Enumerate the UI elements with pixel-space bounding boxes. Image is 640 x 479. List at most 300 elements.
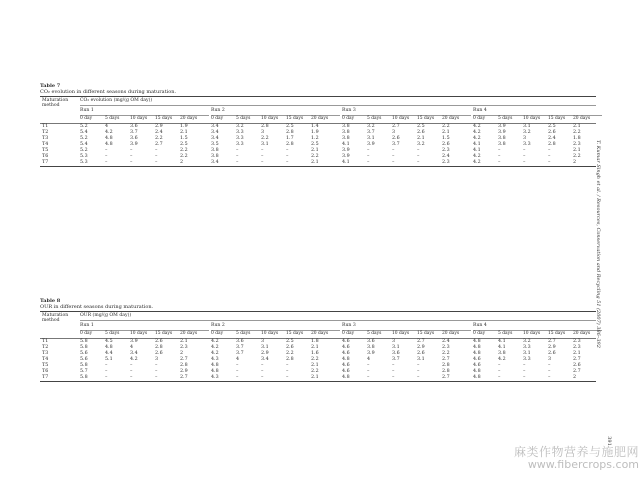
- table-cell: –: [155, 160, 158, 165]
- table-cell: 5.8: [80, 375, 88, 380]
- table-cell: 3.9: [498, 130, 506, 135]
- table-cell: 4.6: [473, 363, 481, 368]
- table-cell: –: [392, 363, 395, 368]
- table-cell: 2.9: [180, 369, 188, 374]
- table-cell: 5.3: [80, 154, 88, 159]
- table-cell: 3.1: [261, 142, 269, 147]
- table-cell: –: [498, 148, 501, 153]
- table-cell: 2.9: [261, 351, 269, 356]
- value-header: CO₂ evolution (mg/(g OM day)): [80, 98, 153, 103]
- table-cell: 2.4: [548, 136, 556, 141]
- table-cell: –: [548, 160, 551, 165]
- day-header: 0 day: [342, 331, 355, 336]
- table-cell: 3.3: [236, 136, 244, 141]
- table-cell: 2.1: [573, 124, 581, 129]
- table-cell: –: [286, 148, 289, 153]
- row-label: T6: [42, 369, 49, 374]
- table-cell: 3.2: [236, 124, 244, 129]
- day-header: 20 days: [311, 331, 329, 336]
- table-cell: 3.8: [498, 351, 506, 356]
- table-cell: 4.1: [498, 345, 506, 350]
- day-header: 0 day: [80, 331, 93, 336]
- table-cell: –: [417, 369, 420, 374]
- day-header: 20 days: [442, 331, 460, 336]
- table-cell: 2.2: [261, 136, 269, 141]
- table-cell: 1.9: [311, 130, 319, 135]
- table-cell: 2.1: [180, 130, 188, 135]
- table-cell: 3.8: [342, 124, 350, 129]
- table-cell: 2.1: [180, 339, 188, 344]
- day-header: 5 days: [236, 331, 251, 336]
- table-cell: 4.2: [473, 124, 481, 129]
- table-cell: 3.8: [211, 148, 219, 153]
- table-cell: –: [261, 375, 264, 380]
- table-cell: –: [523, 154, 526, 159]
- table-cell: 2.6: [417, 130, 425, 135]
- day-header: 15 days: [548, 116, 566, 121]
- table-cell: 3.7: [236, 351, 244, 356]
- table-cell: 4.8: [105, 136, 113, 141]
- table-cell: 2.3: [442, 148, 450, 153]
- table-cell: 4.8: [473, 345, 481, 350]
- table-cell: 4.8: [211, 363, 219, 368]
- table-cell: 2.8: [155, 345, 163, 350]
- run-header: Run 4: [473, 322, 602, 331]
- table-cell: –: [105, 160, 108, 165]
- table-cell: 4: [105, 124, 109, 129]
- table-cell: 2.2: [311, 369, 319, 374]
- row-label: T3: [42, 351, 49, 356]
- table-cell: 3.8: [498, 136, 506, 141]
- table-cell: 4.2: [130, 357, 138, 362]
- row-label: T4: [42, 357, 49, 362]
- table-cell: 2.9: [155, 124, 163, 129]
- table-cell: –: [105, 363, 108, 368]
- table-cell: 2.5: [286, 339, 294, 344]
- table-cell: 3: [392, 339, 396, 344]
- day-header: 15 days: [548, 331, 566, 336]
- table-cell: –: [236, 363, 239, 368]
- table-cell: 4.6: [342, 369, 350, 374]
- table-cell: –: [417, 160, 420, 165]
- table-cell: 5.2: [80, 124, 88, 129]
- row-label: T7: [42, 160, 49, 165]
- table-cell: 5.6: [80, 351, 88, 356]
- table-cell: 4.1: [473, 148, 481, 153]
- table-cell: 2.7: [180, 375, 188, 380]
- table-body: [40, 124, 596, 166]
- table-cell: 3.3: [236, 130, 244, 135]
- table-cell: –: [286, 375, 289, 380]
- day-header: 10 days: [392, 331, 410, 336]
- table-cell: 2.7: [573, 357, 581, 362]
- table-cell: 2.8: [286, 142, 294, 147]
- table-cell: 2.4: [442, 154, 450, 159]
- table-cell: –: [130, 148, 133, 153]
- table-cell: 2.4: [155, 130, 163, 135]
- day-header: 5 days: [498, 331, 513, 336]
- table-cell: 2.5: [311, 142, 319, 147]
- table-cell: –: [236, 369, 239, 374]
- table-cell: 4.5: [105, 339, 113, 344]
- day-header: 5 days: [367, 331, 382, 336]
- day-header: 10 days: [261, 116, 279, 121]
- table-cell: 4.2: [473, 136, 481, 141]
- day-header: 15 days: [286, 116, 304, 121]
- table-cell: 4.2: [211, 339, 219, 344]
- table-cell: 2.8: [286, 130, 294, 135]
- table-cell: 2.3: [442, 345, 450, 350]
- table-cell: 3.9: [342, 148, 350, 153]
- day-header: 10 days: [130, 116, 148, 121]
- table-cell: 3.9: [367, 351, 375, 356]
- table-cell: 2.1: [417, 136, 425, 141]
- day-header: 5 days: [105, 116, 120, 121]
- table-cell: –: [523, 369, 526, 374]
- table-cell: 3.7: [130, 130, 138, 135]
- table-cell: –: [498, 375, 501, 380]
- table-cell: 4.8: [473, 375, 481, 380]
- table-cell: 2.6: [155, 351, 163, 356]
- table-cell: 2.7: [155, 142, 163, 147]
- table-cell: 2.2: [442, 124, 450, 129]
- row-label: T5: [42, 148, 49, 153]
- table-cell: 4.6: [342, 351, 350, 356]
- watermark-title: 麻类作物营养与施肥网: [514, 445, 640, 459]
- method-header: Maturation method: [42, 313, 69, 324]
- running-head-text: T. Kumar Singh et al. / Resources, Conservation and Recycling 51 (2007) 386–392: [595, 140, 601, 348]
- table-cell: –: [548, 363, 551, 368]
- day-header: 0 day: [211, 116, 224, 121]
- row-label: T5: [42, 363, 49, 368]
- table-cell: 3.2: [417, 142, 425, 147]
- day-header: 0 day: [211, 331, 224, 336]
- table-cell: 3.7: [367, 130, 375, 135]
- row-label: T4: [42, 142, 49, 147]
- table-cell: –: [523, 375, 526, 380]
- table-cell: 4: [130, 345, 134, 350]
- table-cell: –: [155, 154, 158, 159]
- table-cell: 4.8: [342, 357, 350, 362]
- table-cell: –: [548, 375, 551, 380]
- day-header: 5 days: [367, 116, 382, 121]
- table-cell: 4: [367, 357, 371, 362]
- table-cell: 2.3: [573, 339, 581, 344]
- table-cell: 3: [155, 357, 159, 362]
- value-header: OUR (mg/(g OM day)): [80, 313, 132, 318]
- table-cell: –: [498, 369, 501, 374]
- day-header: 0 day: [80, 116, 93, 121]
- table-cell: 2.6: [573, 363, 581, 368]
- day-header: 15 days: [417, 116, 435, 121]
- day-header: 0 day: [473, 331, 486, 336]
- table-cell: –: [367, 375, 370, 380]
- row-label: T2: [42, 345, 49, 350]
- table-cell: 2.8: [286, 357, 294, 362]
- table-cell: 3.1: [367, 136, 375, 141]
- table-cell: 3.9: [130, 339, 138, 344]
- table-cell: 3.3: [523, 345, 531, 350]
- table-cell: 3.2: [523, 339, 531, 344]
- table-cell: 5.8: [80, 339, 88, 344]
- table-cell: 4.8: [342, 375, 350, 380]
- run-header: Run 1: [80, 322, 209, 331]
- row-label: T6: [42, 154, 49, 159]
- table-cell: –: [105, 369, 108, 374]
- day-header: 20 days: [180, 116, 198, 121]
- day-header: 15 days: [417, 331, 435, 336]
- table-caption: OUR in different seasons during maturation.: [40, 304, 154, 310]
- table-cell: 4.1: [342, 160, 350, 165]
- table-cell: 3.4: [211, 130, 219, 135]
- table-row: [40, 160, 596, 166]
- table-cell: 2.1: [442, 130, 450, 135]
- table-cell: 2.6: [442, 142, 450, 147]
- table-cell: –: [286, 160, 289, 165]
- table-cell: 3.7: [392, 357, 400, 362]
- table-cell: 2.3: [442, 160, 450, 165]
- table-cell: 2.4: [442, 339, 450, 344]
- table-cell: –: [392, 154, 395, 159]
- table-cell: 3.6: [130, 124, 138, 129]
- table-cell: 2.6: [417, 351, 425, 356]
- watermark-url: www.fibercrops.com: [527, 458, 640, 471]
- table-cell: 5.7: [80, 369, 88, 374]
- table-cell: 2.8: [548, 142, 556, 147]
- run-header: Run 3: [342, 107, 471, 116]
- table-cell: 3.6: [130, 136, 138, 141]
- table-cell: –: [498, 154, 501, 159]
- table-cell: 3.1: [261, 345, 269, 350]
- table-cell: –: [286, 363, 289, 368]
- table-cell: –: [236, 375, 239, 380]
- table-cell: –: [392, 375, 395, 380]
- table-cell: 2.7: [442, 375, 450, 380]
- table-cell: 3.4: [211, 136, 219, 141]
- table-cell: 5.8: [80, 345, 88, 350]
- table-cell: 4.3: [211, 357, 219, 362]
- table-cell: 3.1: [523, 351, 531, 356]
- table-cell: 2.2: [311, 154, 319, 159]
- run-header: Run 4: [473, 107, 602, 116]
- table-cell: –: [523, 363, 526, 368]
- table-cell: 1.2: [311, 136, 319, 141]
- table-cell: 3.8: [367, 345, 375, 350]
- table-cell: 2.5: [180, 142, 188, 147]
- day-header: 15 days: [155, 331, 173, 336]
- table-cell: –: [417, 148, 420, 153]
- table-cell: 3.6: [236, 339, 244, 344]
- table-cell: 3.8: [342, 130, 350, 135]
- table-cell: 3.7: [392, 142, 400, 147]
- table-cell: –: [417, 363, 420, 368]
- table-cell: 4.2: [211, 345, 219, 350]
- table-cell: 2.1: [311, 375, 319, 380]
- table-header: [40, 96, 596, 124]
- table-cell: 5.6: [80, 357, 88, 362]
- table-cell: 5.4: [80, 130, 88, 135]
- day-header: 10 days: [392, 116, 410, 121]
- table-cell: –: [392, 369, 395, 374]
- table-cell: 1.7: [286, 136, 294, 141]
- table-cell: 4.8: [105, 345, 113, 350]
- day-header: 20 days: [573, 331, 591, 336]
- table-cell: 2.1: [311, 148, 319, 153]
- table-cell: 1.6: [311, 351, 319, 356]
- table-cell: 3.8: [342, 136, 350, 141]
- table-cell: 5.4: [80, 142, 88, 147]
- table-cell: –: [392, 148, 395, 153]
- table-cell: 2.5: [417, 124, 425, 129]
- table-cell: 1.4: [311, 124, 319, 129]
- day-header: 10 days: [130, 331, 148, 336]
- table-cell: 3.9: [367, 142, 375, 147]
- day-header: 0 day: [342, 116, 355, 121]
- table-cell: 2.8: [442, 369, 450, 374]
- row-label: T7: [42, 375, 49, 380]
- table-cell: 4.2: [498, 357, 506, 362]
- table-cell: 4.6: [342, 339, 350, 344]
- table-cell: –: [261, 160, 264, 165]
- table-cell: 3: [261, 339, 265, 344]
- table-cell: –: [523, 148, 526, 153]
- table-cell: 3.2: [367, 124, 375, 129]
- table-body: [40, 339, 596, 381]
- table-cell: 3: [548, 357, 552, 362]
- row-label: T3: [42, 136, 49, 141]
- table-cell: 2.1: [311, 160, 319, 165]
- table-cell: 5.2: [80, 148, 88, 153]
- day-header: 20 days: [573, 116, 591, 121]
- table-label: Table 7: [40, 83, 61, 89]
- table-cell: –: [392, 160, 395, 165]
- day-header: 10 days: [261, 331, 279, 336]
- table-cell: 2.2: [180, 154, 188, 159]
- table-cell: 2.5: [286, 124, 294, 129]
- table-cell: –: [130, 369, 133, 374]
- table-cell: –: [261, 154, 264, 159]
- table-cell: 2: [573, 375, 577, 380]
- table-cell: 2.2: [311, 357, 319, 362]
- table-cell: 2.6: [155, 339, 163, 344]
- table-cell: –: [548, 148, 551, 153]
- table-cell: 2.7: [548, 339, 556, 344]
- table-cell: 4.1: [498, 339, 506, 344]
- table-cell: 2.2: [155, 136, 163, 141]
- table-cell: 2.5: [548, 124, 556, 129]
- table-cell: –: [261, 148, 264, 153]
- row-label: T2: [42, 130, 49, 135]
- table-cell: –: [261, 363, 264, 368]
- table-cell: 3: [392, 130, 396, 135]
- row-label: T1: [42, 124, 49, 129]
- row-label: T1: [42, 339, 49, 344]
- day-header: 10 days: [523, 331, 541, 336]
- table-cell: 3.1: [523, 124, 531, 129]
- running-head: [592, 140, 606, 348]
- table-cell: –: [105, 154, 108, 159]
- table-cell: 2.7: [573, 369, 581, 374]
- table-cell: 2.2: [573, 154, 581, 159]
- table-cell: –: [498, 363, 501, 368]
- day-header: 5 days: [105, 331, 120, 336]
- table-cell: –: [130, 363, 133, 368]
- table-cell: 1.5: [180, 136, 188, 141]
- table-cell: 3.6: [367, 339, 375, 344]
- table-8: [40, 298, 596, 382]
- table-cell: 5.1: [105, 357, 113, 362]
- table-cell: 2.8: [442, 363, 450, 368]
- table-bottom-rule: [40, 166, 596, 167]
- table-header: [40, 311, 596, 339]
- table-cell: –: [236, 160, 239, 165]
- table-cell: 2: [180, 160, 184, 165]
- table-cell: –: [155, 363, 158, 368]
- table-cell: 2.3: [573, 142, 581, 147]
- day-header: 20 days: [442, 116, 460, 121]
- table-cell: –: [130, 154, 133, 159]
- table-cell: 2.8: [180, 363, 188, 368]
- day-header: 20 days: [180, 331, 198, 336]
- table-cell: 2.1: [573, 148, 581, 153]
- table-cell: 5.2: [80, 136, 88, 141]
- table-cell: 4.6: [473, 357, 481, 362]
- table-cell: 3.2: [523, 130, 531, 135]
- table-cell: 3.1: [417, 357, 425, 362]
- table-cell: –: [367, 160, 370, 165]
- table-cell: –: [367, 369, 370, 374]
- table-cell: 3.5: [211, 142, 219, 147]
- table-cell: 3.3: [523, 357, 531, 362]
- day-header: 5 days: [498, 116, 513, 121]
- table-cell: 2.6: [286, 345, 294, 350]
- table-cell: 1.8: [573, 136, 581, 141]
- table-bottom-rule: [40, 381, 596, 382]
- table-cell: 2.6: [392, 136, 400, 141]
- page-number: 391: [605, 436, 612, 446]
- table-cell: 2.9: [548, 345, 556, 350]
- table-cell: 4.8: [473, 351, 481, 356]
- table-cell: –: [417, 375, 420, 380]
- table-cell: –: [236, 154, 239, 159]
- table-cell: 2.9: [417, 345, 425, 350]
- table-cell: –: [105, 148, 108, 153]
- table-cell: –: [367, 154, 370, 159]
- table-cell: –: [130, 160, 133, 165]
- table-cell: 3.4: [211, 124, 219, 129]
- table-cell: 4.6: [342, 363, 350, 368]
- table-cell: 4: [236, 357, 240, 362]
- table-cell: 2.6: [548, 130, 556, 135]
- table-cell: 4.8: [473, 339, 481, 344]
- run-header: Run 1: [80, 107, 209, 116]
- table-cell: 4.2: [105, 130, 113, 135]
- table-cell: –: [236, 148, 239, 153]
- table-cell: 4.6: [342, 345, 350, 350]
- table-cell: 3.4: [261, 357, 269, 362]
- table-caption: CO₂ evolution in different seasons during maturation.: [40, 89, 177, 95]
- table-cell: 4.8: [473, 369, 481, 374]
- table-cell: 3: [261, 130, 265, 135]
- table-cell: 3.3: [523, 142, 531, 147]
- table-cell: 3.8: [211, 154, 219, 159]
- table-cell: 2.3: [573, 345, 581, 350]
- table-cell: 3.1: [392, 345, 400, 350]
- table-cell: 3.4: [130, 351, 138, 356]
- day-header: 15 days: [155, 116, 173, 121]
- table-cell: 3.6: [392, 351, 400, 356]
- table-cell: 2.7: [392, 124, 400, 129]
